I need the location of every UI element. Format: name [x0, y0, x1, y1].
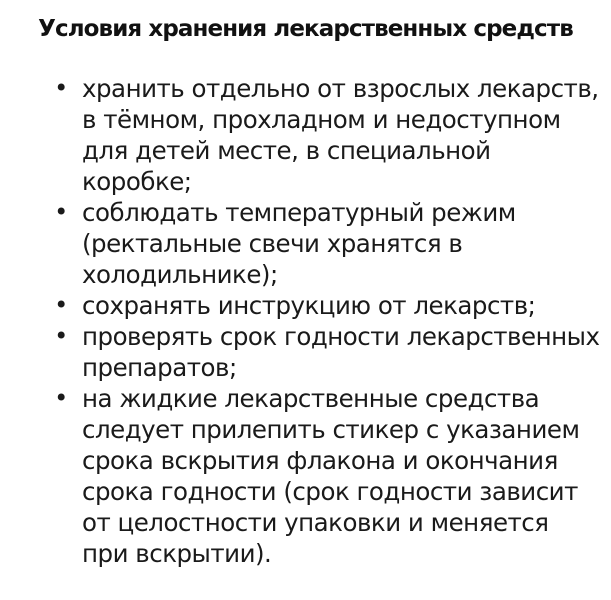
list-item-line: срока годности (срок годности зависит: [82, 477, 578, 506]
list-item: [48, 383, 604, 569]
list-item-line: следует прилепить стикер с указанием: [82, 415, 580, 444]
list-item-line: проверять срок годности лекарственных: [82, 322, 600, 351]
list-item-line: для детей месте, в специальной: [82, 136, 491, 165]
list-item: [48, 73, 604, 197]
list-item-line: соблюдать температурный режим: [82, 198, 516, 227]
list-item-line: в тёмном, прохладном и недоступном: [82, 105, 561, 134]
list-item-line: (ректальные свечи хранятся в: [82, 229, 463, 258]
bullet-icon: •: [54, 384, 68, 412]
list-item-line: холодильнике);: [82, 260, 278, 289]
list-item-line: при вскрытии).: [82, 539, 272, 568]
list-item-line: сохранять инструкцию от лекарств;: [82, 291, 536, 320]
slide-title: Условия хранения лекарственных средств: [38, 16, 573, 42]
bullet-icon: •: [54, 198, 68, 226]
list-item-line: коробке;: [82, 167, 192, 196]
storage-rules-list: [48, 73, 604, 569]
bullet-icon: •: [54, 74, 68, 102]
list-item-line: на жидкие лекарственные средства: [82, 384, 540, 413]
list-item: [48, 290, 604, 321]
list-item: [48, 321, 604, 383]
bullet-icon: •: [54, 291, 68, 319]
list-item-line: препаратов;: [82, 353, 237, 382]
bullet-icon: •: [54, 322, 68, 350]
list-item-line: хранить отдельно от взрослых лекарств,: [82, 74, 599, 103]
list-item: [48, 197, 604, 290]
list-item-line: от целостности упаковки и меняется: [82, 508, 549, 537]
list-item-line: срока вскрытия флакона и окончания: [82, 446, 558, 475]
